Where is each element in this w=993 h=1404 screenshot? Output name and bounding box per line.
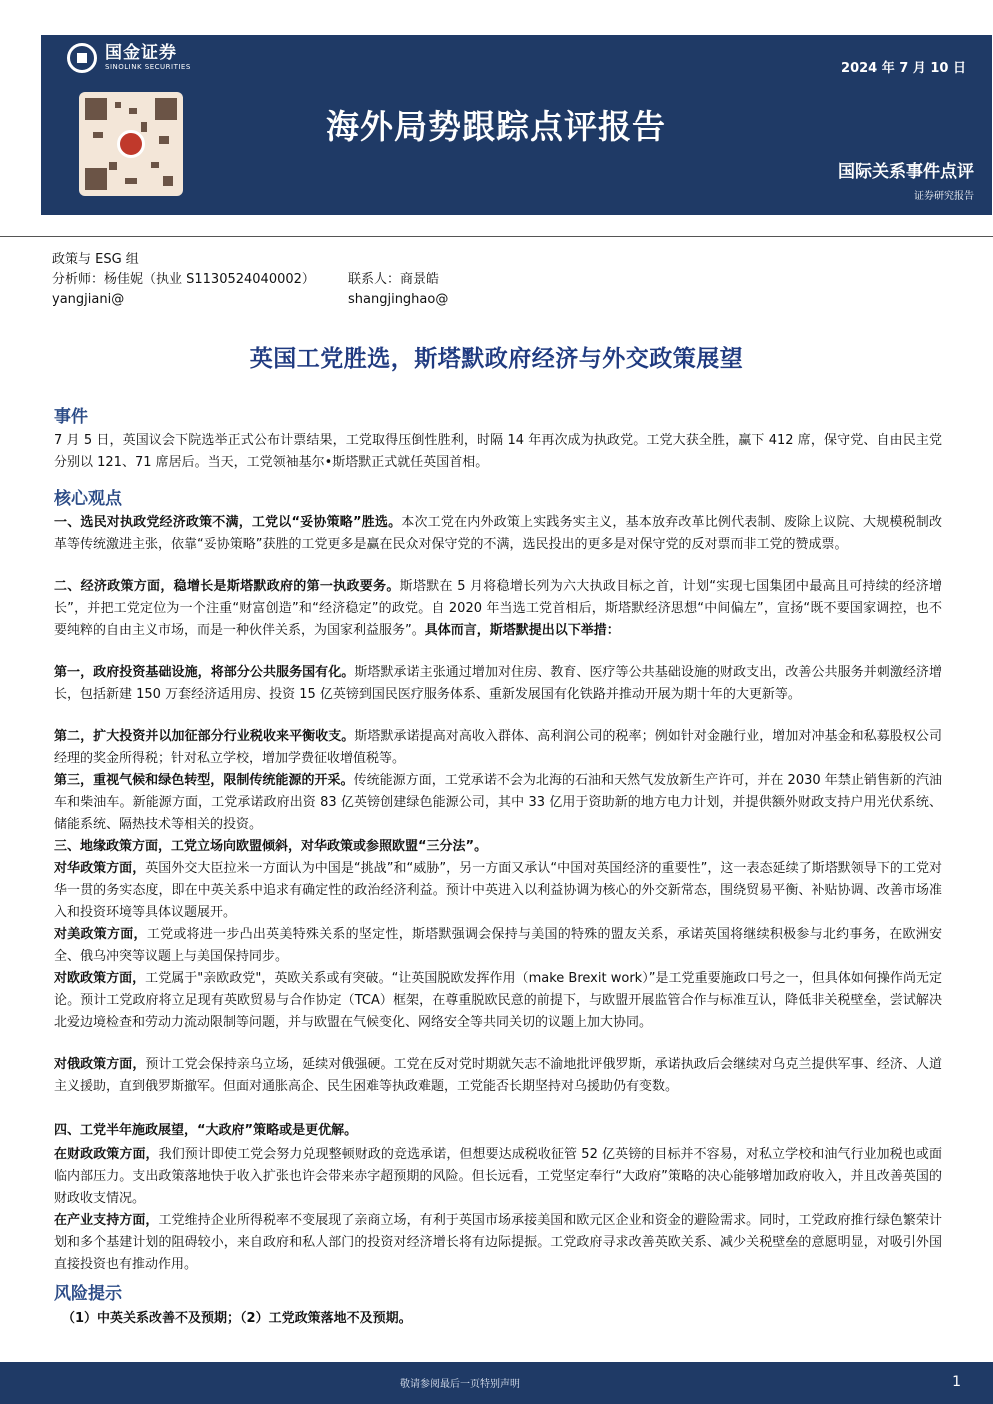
logo-cn: 国金证券: [105, 43, 177, 63]
paragraph-9: [54, 968, 942, 1034]
paragraph-11-lead: 四、工党半年施政展望，“大政府”策略或是更优解。: [54, 1123, 358, 1138]
author-block: [52, 250, 449, 310]
report-category: 国际关系事件点评: [838, 162, 974, 182]
paragraph-3: [54, 662, 942, 706]
paragraph-1-lead: 一、选民对执政党经济政策不满，工党以“妥协策略”胜选。: [54, 515, 402, 530]
paragraph-4-body: 斯塔默承诺提高对高收入群体、高利润公司的税率；例如针对金融行业，增加对冲基金和私募股权公司经理的奖金所得税；针对私立学校，增加学费征收增值税等。: [54, 729, 942, 766]
report-header: [41, 35, 992, 215]
paragraph-7-lead: 对华政策方面，: [54, 861, 146, 876]
paragraph-9-body: 工党属于"亲欧政党"，英欧关系或有突破。“让英国脱欧发挥作用（make Brexit work）”是工党重要施政口号之一，但具体如何操作尚无定论。预计工党政府将立足现有英欧贸易与合作协定（TCA）框架，在尊重脱欧民意的前提下，与欧盟开展监管合作与标准互认，降低非关税壁垒，尝试解决北爱边境检查和劳动力流动限制等问题，并与欧盟在气候变化、网络安全等共同关切的议题上加大协同。: [54, 971, 942, 1030]
author-group: 政策与 ESG 组: [52, 252, 139, 267]
section-risk: 风险提示: [54, 1284, 122, 1304]
paragraph-8: [54, 924, 942, 968]
paragraph-13-body: 工党维持企业所得税率不变展现了亲商立场，有利于英国市场承接美国和欧元区企业和资金的避险需求。同时，工党政府推行绿色繁荣计划和多个基建计划的阻碍较小，来自政府和私人部门的投资对经济增长将有边际提振。工党政府寻求改善英欧关系、减少关税壁垒的意愿明显，对吸引外国直接投资也有推动作用。: [54, 1213, 942, 1272]
page-footer: [0, 1362, 993, 1404]
report-series-title: 海外局势跟踪点评报告: [326, 107, 666, 146]
author-contact: 联系人：商景皓: [348, 272, 440, 287]
paragraph-10: [54, 1054, 942, 1098]
paragraph-11: [54, 1120, 942, 1142]
paragraph-6-lead: 三、地缘政策方面，工党立场向欧盟倾斜，对华政策或参照欧盟“三分法”。: [54, 839, 488, 854]
paragraph-8-lead: 对美政策方面，: [54, 927, 147, 942]
paragraph-1-body: 本次工党在内外政策上实践务实主义，基本放弃改革比例代表制、废除上议院、大规模税制改革等传统激进主张，依靠“妥协策略”获胜的工党更多是赢在民众对保守党的不满，选民投出的更多是对保守党的反对票而非工党的赞成票。: [54, 515, 942, 552]
report-subcategory: 证券研究报告: [914, 191, 974, 202]
header-divider: [0, 236, 993, 237]
logo-mark-icon: [67, 43, 97, 73]
report-title: 英国工党胜选，斯塔默政府经济与外交政策展望: [249, 346, 744, 372]
section-core: 核心观点: [54, 489, 122, 509]
footer-disclaimer: 敬请参阅最后一页特别声明: [400, 1379, 520, 1390]
author-email-2: shangjinghao@: [348, 292, 449, 307]
author-analyst: 分析师：杨佳妮（执业 S1130524040002）: [52, 272, 315, 287]
report-date: 2024 年 7 月 10 日: [841, 61, 966, 76]
paragraph-12: [54, 1144, 942, 1210]
paragraph-13: [54, 1210, 942, 1276]
paragraph-5-body: 传统能源方面，工党承诺不会为北海的石油和天然气发放新生产许可，并在 2030 年禁止销售新的汽油车和柴油车。新能源方面，工党承诺政府出资 83 亿英镑创建绿色能源公司，其中 33 亿用于资助新的地方电力计划，并提供额外财政支持户用光伏系统、储能系统、隔热技术等相关的投资。: [54, 773, 942, 832]
paragraph-7: [54, 858, 942, 924]
paragraph-2: [54, 576, 942, 642]
paragraph-9-lead: 对欧政策方面，: [54, 971, 146, 986]
paragraph-6: [54, 836, 942, 858]
paragraph-12-body: 我们预计即使工党会努力兑现整顿财政的竞选承诺，但想要达成税收征管 52 亿英镑的目标并不容易，对私立学校和油气行业加税也或面临内部压力。支出政策落地快于收入扩张也许会带来赤字超预期的风险。但长远看，工党坚定奉行“大政府”策略的决心能够增加政府收入，并且改善英国的财政收支情况。: [54, 1147, 942, 1206]
paragraph-2-tail: 具体而言，斯塔默提出以下举措：: [424, 623, 620, 638]
paragraph-2-body: 斯塔默在 5 月将稳增长列为六大执政目标之首，计划“实现七国集团中最高且可持续的经济增长”，并把工党定位为一个注重“财富创造”和“经济稳定”的政党。自 2020 年当选工党首相后，斯塔默经济思想“中间偏左”，宣扬“既不要国家调控，也不要纯粹的自由主义市场，而是一种伙伴关系，为国家利益服务”。: [54, 579, 942, 638]
author-email-1: yangjiani@: [52, 292, 125, 307]
risk-list: （1）中英关系改善不及预期；（2）工党政策落地不及预期。: [62, 1311, 412, 1326]
paragraph-13-lead: 在产业支持方面，: [54, 1213, 159, 1228]
logo-en: SINOLINK SECURITIES: [105, 63, 191, 71]
paragraph-7-body: 英国外交大臣拉米一方面认为中国是“挑战”和“威胁”，另一方面又承认“中国对英国经济的重要性”，这一表态延续了斯塔默领导下的工党对华一贯的务实态度，即在中英关系中追求有确定性的政治经济利益。预计中英进入以利益协调为核心的外交新常态，围绕贸易平衡、补贴协调、改善市场准入和投资环境等具体议题展开。: [54, 861, 942, 920]
paragraph-12-lead: 在财政政策方面，: [54, 1147, 159, 1162]
paragraph-3-lead: 第一，政府投资基础设施，将部分公共服务国有化。: [54, 665, 355, 680]
paragraph-10-body: 预计工党会保持亲乌立场，延续对俄强硬。工党在反对党时期就矢志不渝地批评俄罗斯，承诺执政后会继续对乌克兰提供军事、经济、人道主义援助，直到俄罗斯撤军。但面对通胀高企、民生困难等执政难题，工党能否长期坚持对乌援助仍有变数。: [54, 1057, 942, 1094]
paragraph-10-lead: 对俄政策方面，: [54, 1057, 146, 1072]
paragraph-5-lead: 第三，重视气候和绿色转型，限制传统能源的开采。: [54, 773, 354, 788]
paragraph-5: [54, 770, 942, 836]
paragraph-2-lead: 二、经济政策方面，稳增长是斯塔默政府的第一执政要务。: [54, 579, 400, 594]
section-event: 事件: [54, 407, 88, 427]
paragraph-8-body: 工党或将进一步凸出英美特殊关系的坚定性，斯塔默强调会保持与美国的特殊的盟友关系，承诺英国将继续积极参与北约事务，在欧洲安全、俄乌冲突等议题上与美国保持同步。: [54, 927, 942, 964]
paragraph-4: [54, 726, 942, 770]
company-logo: [67, 43, 191, 73]
paragraph-event: 7 月 5 日，英国议会下院选举正式公布计票结果，工党取得压倒性胜利，时隔 14 年再次成为执政党。工党大获全胜，赢下 412 席，保守党、自由民主党分别以 121、71 席居后。当天，工党领袖基尔•斯塔默正式就任英国首相。: [54, 433, 942, 470]
page-number: 1: [952, 1374, 961, 1390]
paragraph-4-lead: 第二，扩大投资并以加征部分行业税收来平衡收支。: [54, 729, 355, 744]
paragraph-1: [54, 512, 942, 556]
paragraph-3-body: 斯塔默承诺主张通过增加对住房、教育、医疗等公共基础设施的财政支出，改善公共服务并刺激经济增长，包括新建 150 万套经济适用房、投资 15 亿英镑到国民医疗服务体系、重新发展国有化铁路并推动开展为期十年的大更新等。: [54, 665, 942, 702]
qr-code-icon: [79, 92, 183, 196]
